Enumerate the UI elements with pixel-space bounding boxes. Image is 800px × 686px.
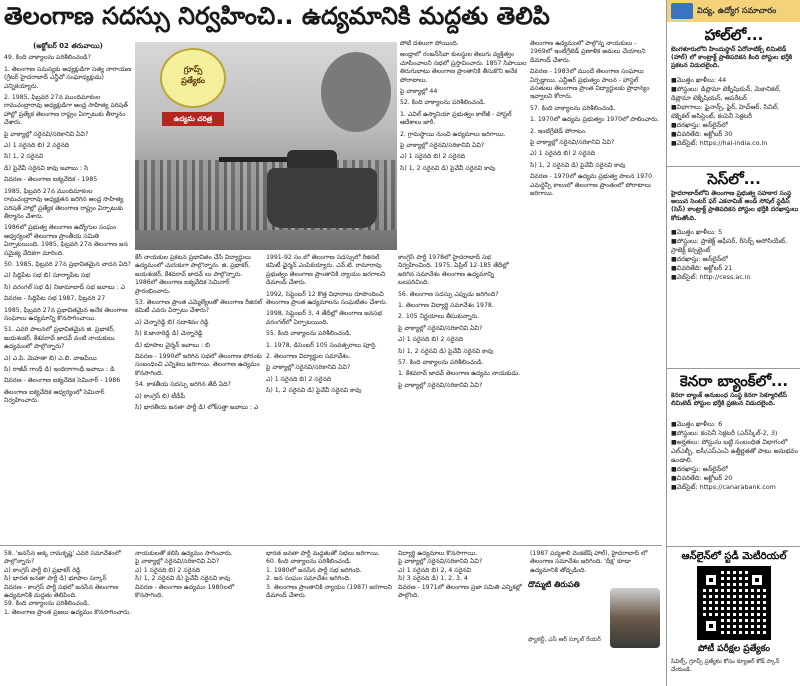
paragraph: విద్యార్థి ఉద్యమాలు కొనసాగాయి. [398, 550, 478, 557]
paragraph: 57. కింది వాక్యాలను పరిశీలించండి. [530, 104, 616, 112]
paragraph: 1. తెలంగాణ ప్రాంత ప్రజలు ఉద్యమం కొనసాగించారు. [4, 608, 132, 616]
list-item: ■ దరఖాస్తు: ఆన్‌లైన్‌లో [671, 121, 799, 130]
column-d [398, 254, 526, 544]
bottom-column-1 [4, 550, 132, 683]
paragraph: వివరణ - తెలంగాణ ఐక్యవేదిక - 1985 [4, 176, 98, 184]
headline: తెలంగాణ సదస్సు నిర్వహించి.. ఉద్యమానికి మద్దతు తెలిపి [4, 2, 550, 30]
badge-series-label: ఉద్యమ చరిత్ర [162, 112, 224, 126]
paragraph: ఎ) చెన్నారెడ్డి బి) సదాశివం రెడ్డి [135, 318, 209, 326]
badge-line1: గ్రూప్స్ [183, 65, 203, 74]
paragraph: 49. కింది వాక్యాలను పరిశీలించండి? [4, 54, 91, 62]
paragraph: 50. 1985, ఫిబ్రవరి 27న ప్రభావితమైన వాదన ఏది? [4, 260, 131, 268]
paragraph: 1. 1978, డిసెంబర్ 105 సంవత్సరాలు పూర్తి. [266, 341, 377, 349]
list-item: ■ విభాగాలు: ఫైనాన్స్, ఫైర్, హెచ్ఆర్, సివిల్, టెక్నికల్ అసిస్టెంట్, కంపెనీ సెక్రటరీ [671, 103, 799, 121]
paragraph: 2. తెలంగాణ విద్యార్థుల సమావేశం. [266, 353, 351, 361]
paragraph: 2. 105 నిర్ణయాలు తీసుకున్నారు. [398, 313, 480, 321]
paragraph: పై వాక్యాల్లో సరైనవి/సరికానివి ఏవి? [398, 324, 483, 332]
qr-footer: సివిల్స్, గ్రూప్స్ ప్రత్యేకం కోసం క్యూఆర్ కోడ్ స్కాన్ చేయండి. [671, 659, 780, 673]
paragraph: ఎ) 1 సరైనది బి) 2 సరైనది [400, 153, 466, 161]
paragraph: (అక్టోబర్ 02 తరువాయి) [33, 42, 103, 50]
paragraph: ఎ) 1 సరైనది బి) 2, 4 సరైనవి [398, 566, 472, 574]
paragraph: 1. తెలంగాణ సమస్యకు అధ్యక్షుడిగా సత్య నారాయణ (గ్రేటర్ హైదరాబాద్ ఎన్జీవో సంఘాధ్యక్షుడు) ఎన్నికయ్యారు. [4, 65, 132, 90]
paragraph: ఎ) 1 సరైనది బి) 2 సరైనది [530, 150, 596, 158]
paragraph: వివరణ - కాంగ్రెస్ పార్టీ సభలో జనసేన తెలంగాణ ఉద్యమానికి మద్దతు తెలిపింది. [4, 583, 119, 600]
qr-finder [748, 571, 766, 589]
paragraph: సి) 1, 2 సరైనవి డి) పైవేవీ సరైనవి కావు [398, 347, 494, 355]
paragraph: 56. తెలంగాణ సదస్సు ఎప్పుడు జరిగింది? [398, 290, 499, 298]
paragraph: కేర్ నాయకుల ప్రకటన ప్రభావితం చేసి విద్యార్థులు ఉద్యమంలో చురుకుగా పాల్గొన్నారు. జి. ప్రభాకర్, జయశంకర్, కేశవరావ్ జాదవ్ లు పాల్గొన్నారు. 1986లో తెలంగాణ ఐక్యవేదిక సెమినార్ ప్రారంభించారు. [135, 254, 251, 295]
paragraph: 55. కింది వాక్యాలను పరిశీలించండి. [266, 330, 352, 338]
tree-graphic [321, 52, 391, 132]
paragraph: వివరణ - 1970లో ఉద్యమ ప్రభుత్వ పాలన 1970 ఎమర్జెన్సీ కాలంలో తెలంగాణ ప్రాంతంలో పోరాటాలు జరిగాయి. [530, 173, 653, 198]
paragraph: 51. ఎవరి పాలనలో ప్రభావితమైన జి. ప్రభాకర్, జయశంకర్, కేశవరావ్ జాదవ్ వంటి నాయకులు ఉద్యమంలో పాల్గొన్నారు? [4, 326, 115, 351]
paragraph: సి) 3 సరైనది డి) 1, 2, 3, 4 [398, 575, 468, 583]
paragraph: ఎ) 1 సరైనది బి) 2 సరైనది [398, 336, 464, 344]
paragraph: వివరణ - 1990లో జరిగిన సభలో తెలంగాణ ఫోరంకు సంబంధించి ఎన్నికలు జరిగాయి. తెలంగాణ ఉద్యమం కొనసాగింది. [135, 353, 262, 377]
author-photo [610, 588, 660, 648]
sidebar-banner [667, 0, 800, 22]
list-item: ■ మొత్తం ఖాళీలు: 6 [671, 420, 799, 429]
paragraph: వివరణ - సిద్దిపేట సభ 1987, ఫిబ్రవరి 27 [4, 295, 106, 303]
paragraph: నాయకులతో కలిసి ఉద్యమం సాగించారు. [135, 550, 233, 557]
main-article [0, 38, 662, 543]
paragraph: 1991-92 సం.లో తెలంగాణ సదస్సులో రీజినల్ కమిటీ ఛైర్మన్ ఎంపికయ్యారు. ఎన్.టి. రామారావు ప్రభుత్వం తెలంగాణ ప్రాంతానికి న్యాయం జరగాలని డిమాండ్ చేశారు. [266, 254, 386, 287]
list-item[interactable]: ■ వెబ్‌సైట్: https://hal-india.co.in [671, 139, 799, 148]
paragraph: 1992, సెప్టెంబర్ 12 కొత్త విధానాలు రూపొందించి తెలంగాణ ప్రాంత ఉద్యమాలను సంఘటితం చేశారు. [266, 290, 388, 307]
paragraph: సి) 1, 2 సరైనవి డి) పైవేవీ సరైనవి కావు [400, 164, 496, 172]
paragraph: ఎ) 1 సరైనది బి) 2 సరైనది [4, 142, 70, 150]
paragraph: 53. తెలంగాణ ప్రాంత ఎమ్మెల్యేలతో తెలంగాణ రీజినల్ కమిటీ ఎవరు ఏర్పాటు చేశారు? [135, 299, 263, 315]
paragraph: సి) రాజీవ్ గాంధీ డి) ఇందిరాగాంధీ జవాబు : డి [4, 366, 115, 373]
paragraph: ఎ) 1 సరైనది బి) 2 సరైనది [135, 566, 201, 574]
list-item: ■ మొత్తం ఖాళీలు: 44 [671, 76, 799, 85]
paragraph: 2. జన సంఘం సమావేశం జరిగింది. [266, 575, 351, 583]
list-item: ■ పోస్టులు: ప్రాజెక్ట్ ఆఫీసర్, రీసెర్చ్ అసోసియేట్, ప్రాజెక్ట్ కన్సల్టెంట్ [671, 237, 799, 255]
groups-badge [160, 48, 226, 108]
list-item: ■ పోస్టులు: కంపెనీ సెక్రటరీ (ఎన్‌స్కేల్-2, 3) [671, 429, 799, 438]
qr-finder [702, 617, 720, 635]
list-item[interactable]: ■ వెబ్‌సైట్: https://canarabank.com [671, 483, 799, 492]
paragraph: పై వాక్యాల్లో సరైనవి/సరికానివి ఏవి? [400, 142, 485, 150]
separator [667, 368, 800, 369]
paragraph: సి) భారతీయ జనతా పార్టీ డి) లోక్‌సత్తా జవాబు : ఎ [135, 404, 259, 412]
column-e [530, 40, 660, 540]
paragraph: సి) కె.జానారెడ్డి డి) చెన్నారెడ్డి [135, 330, 203, 338]
qr-finder [702, 571, 720, 589]
list-item: ■ అర్హతలు: పోస్టును బట్టి సంబంధిత విభాగంలో ఎల్ఎల్బీ, ఐసీ/ఎస్ఎంఏ ఉత్తీర్ణతతో పాటు అనుభవం ఉండాలి. [671, 438, 799, 465]
cess-intro: హైదరాబాద్‌లోని తెలంగాణ ప్రభుత్వ సహకార సంస్థ అయిన సెంటర్ ఫర్ ఎకనామిక్ అండ్ సోషల్ స్టడీస్ (సెస్) కాంట్రాక్ట్ ప్రాతిపదికన పోస్టుల భర్తీకి దరఖాస్తులు కోరుతోంది. [671, 190, 799, 222]
tank-gun-graphic [219, 157, 289, 162]
paragraph: పై వాక్యాల్లో సరైనవి/సరికానివి ఏవి? [530, 139, 615, 147]
paragraph: పై వాక్యాల్లో సరైనవి/సరికానివి ఏవి? [4, 130, 89, 138]
qr-title: ఆన్‌లైన్‌లో స్టడీ మెటీరియల్ [681, 551, 787, 562]
qr-code[interactable] [697, 566, 771, 640]
paragraph: సి) 1, 2 సరైనవి డి) పైవేవీ సరైనవి కావు [266, 387, 362, 395]
paragraph: వివరణ - తెలంగాణ ఉద్యమం 1980లలో కొనసాగింది. [135, 583, 235, 600]
qr-caption: పోటీ పరీక్షల ప్రత్యేకం [698, 644, 770, 654]
author-name: దొమ్మటి తిరుపతి [528, 580, 580, 589]
paragraph: వివరణ - 1971లో తెలంగాణ ప్రజా సమితి ఎన్నికల్లో పాల్గొంది. [398, 583, 522, 600]
sidebar-banner-label: విద్య, ఉద్యోగ సమాచారం [697, 6, 777, 15]
list-item: ■ చివరితేది: అక్టోబర్ 30 [671, 130, 799, 139]
paragraph: 58. 'జనసేన అక్క రామకృష్ణ' ఎవరి సమావేశంలో పాల్గొన్నారు? [4, 550, 121, 566]
paragraph: 1985, ఫిబ్రవరి 27న ముందిమాకంల రామచంద్రారావు అధ్యక్షతన జరిగిన ఆంధ్ర సాహిత్య పరిషత్ హాల్లో ప్రత్యేక తెలంగాణ రాష్ట్రం ఏర్పాటుకు తీర్మానం చేశారు. [4, 187, 124, 220]
author-box [528, 580, 662, 684]
paragraph: 1. 1980లో జనసేన పార్టీ సభ జరిగింది. [266, 566, 362, 574]
hal-intro: బెంగళూరులోని హిందుస్థాన్ ఏరోనాటిక్స్ లిమిటెడ్ (హాల్) లో కాంట్రాక్ట్ ప్రాతిపదికన కింది పోస్టుల భర్తీకి ప్రకటన విడుదలైంది. [671, 46, 793, 70]
badge-line2: ప్రత్యేకం [181, 76, 205, 85]
paragraph: 3. తెలంగాణ ప్రాంతానికి న్యాయం (1987) జరగాలని డిమాండ్ చేశారు. [266, 583, 393, 600]
bottom-column-2 [135, 550, 263, 683]
list-item: ■ మొత్తం ఖాళీలు: 5 [671, 228, 799, 237]
paragraph: తెలంగాణ ఐక్యవేదిక ఆధ్వర్యంలో సెమినార్ నిర్వహించారు. [4, 388, 105, 405]
paragraph: సి) భారత జనతా పార్టీ డి) భూపాల సర్కార్ [4, 575, 107, 583]
paragraph: 1. కేశవరావ్ జాదవ్ తెలంగాణ ఉద్యమ నాయకుడు. [398, 370, 521, 378]
paragraph: తెలంగాణ ఉద్యమంలో పాల్గొన్న నాయకులు - 1969లో ఇంటిగ్రేటెడ్ ప్రణాళిక అమలు చేయాలని డిమాండ్ చేశారు. [530, 40, 646, 64]
paragraph: ఎ) కాంగ్రెస్ బి) టీడీపీ [135, 392, 186, 400]
paragraph: 59. కింది వాక్యాలను పరిశీలించండి. [4, 600, 90, 608]
list-item: ■ దరఖాస్తు: ఆన్‌లైన్‌లో [671, 465, 799, 474]
canara-intro: కెనరా బ్యాంక్ అనుబంధ సంస్థ కెనరా సెక్యూరిటీస్ లిమిటెడ్ పోస్టుల భర్తీకి ప్రకటన విడుదలైంది. [671, 392, 787, 408]
paragraph: వివరణ - తెలంగాణ ఐక్యవేదిక సెమినార్ - 1986 [4, 377, 121, 385]
separator [667, 166, 800, 167]
paragraph: కాంగ్రెస్ పార్టీ 1978లో హైదరాబాద్ సభ నిర్వహించింది. 1975, ఏప్రిల్ 12-185 తేదీల్లో జరిగిన సమావేశం తెలంగాణ ఉద్యమాన్ని బలపరిచింది. [398, 254, 509, 287]
paragraph: 52. కింది వాక్యాలను పరిశీలించండి. [400, 99, 486, 107]
cess-list [671, 228, 799, 282]
bottom-column-4 [398, 550, 526, 683]
paragraph: ఎ) కాంగ్రెస్ పార్టీ బి) ప్రభాకర్ రెడ్డి [4, 566, 81, 574]
book-icon [671, 3, 693, 19]
paragraph: పై వాక్యాల్లో 44 [400, 88, 438, 96]
list-item: ■ చివరితేది: అక్టోబర్ 21 [671, 264, 799, 273]
paragraph: సి) 1, 2 సరైనవి డి) పైవేవీ సరైనవి కావు [530, 161, 626, 169]
author-role: ఫ్యాకల్టీ, ఎస్ ఆర్ స్కూల్ రేయర్ [528, 636, 601, 643]
paragraph: 1. తెలంగాణ విద్యార్థి సమావేశం 1978. [398, 302, 494, 310]
paragraph: 1. 1970లో ఉద్యమ ప్రభుత్వం 1970లో పాలించారు. [530, 116, 660, 124]
paragraph: 1. ఎవిల్ ఉస్మానియా ప్రభుత్వం కాలేజీ - హాస్టల్ ఆదేశాలు జారీ. [400, 110, 512, 127]
paragraph: 2. ఇంటిగ్రేటెడ్ పోరాటం. [530, 127, 587, 135]
list-item: ■ దరఖాస్తు: ఆన్‌లైన్‌లో [671, 255, 799, 264]
paragraph: 2. 1985, ఫిబ్రవరి 27న ముందిమాకంల రామచంద్రారావు అధ్యక్షుడిగా ఆంధ్ర సాహిత్య పరిషత్ హాల్లో ప్రత్యేక తెలంగాణ రాష్ట్రం ఏర్పాటుకు తీర్మానం చేశారు. [4, 94, 128, 127]
paragraph: 60. కింది వాక్యాలను పరిశీలించండి. [266, 558, 352, 566]
column-a [4, 40, 132, 540]
paragraph: (1987 పద్మశాలి వెంకటేష్ హాల్), హైదరాబాద్ లో తెలంగాణ సమావేశం జరిగింది. 'దీక్ష' కూడా ఉద్యమానికి తోడ్పడింది. [530, 550, 648, 574]
bottom-column-3 [266, 550, 394, 683]
canara-title: కెనరా బ్యాంక్‌లో... [679, 372, 789, 390]
column-b [135, 254, 263, 544]
paragraph: పై వాక్యాల్లో సరైనవి/సరికానివి ఏవి? [398, 381, 483, 389]
hal-list [671, 76, 799, 148]
paragraph: 2. గ్రామస్థాయి నుంచి ఉద్యమాలు జరిగాయి. [400, 130, 506, 138]
paragraph: ఎ) ఎ.పి. మెహతా బి) ఎ.బి. వాజపేయి [4, 354, 97, 362]
paragraph: పోటీ దశలుగా పోయింది. [400, 40, 459, 47]
paragraph: డి) భూపాల చైర్మన్ జవాబు : బి [135, 341, 210, 349]
paragraph: 57. కింది వాక్యాలను పరిశీలించండి. [398, 359, 484, 367]
paragraph: సి) 1, 2 సరైనవి డి) పైవేవీ సరైనవి కావు [135, 575, 231, 583]
paragraph: భారత జనతా పార్టీ మద్దతుతో సభలు జరిగాయి. [266, 550, 380, 557]
paragraph: సి) 1, 2 సరైనవి [4, 153, 44, 161]
column-f [400, 40, 528, 252]
paragraph: పై వాక్యాల్లో సరైనవి/సరికానివి ఏవి? [266, 364, 351, 372]
paragraph: డి) పైవేవీ సరైనవి కావు జవాబు : సి [4, 164, 89, 172]
paragraph: 1985, ఫిబ్రవరి 27న ప్రభావితమైన అనేక తెలంగాణ సంఘాలు ఉద్యమాన్ని కొనసాగించాయి. [4, 306, 128, 322]
paragraph: ఎ) సిద్దిపేట సభ బి) సూర్యాపేట సభ [4, 272, 90, 280]
column-c [266, 254, 394, 544]
paragraph: 54. కాకతీయ సదస్సు జరిగిన తేదీ ఏది? [135, 381, 231, 389]
cess-title: సెస్‌లో... [707, 170, 761, 188]
paragraph: ఎ) 1 సరైనది బి) 2 సరైనది [266, 375, 332, 383]
canara-list [671, 420, 799, 492]
paragraph: పై వాక్యాల్లో సరైనవి/సరికానివి ఏవి? [135, 558, 220, 566]
tank-graphic [267, 168, 377, 228]
list-item: ■ పోస్టులు: డిప్లొమా టెక్నీషియన్, మెకానికల్, డిప్లొమా టెక్నీషియన్, ఆపరేటర్ [671, 85, 799, 103]
paragraph: 1998, సెప్టెంబర్ 3, 4 తేదీల్లో తెలంగాణ జనసభ వరంగల్‌లో ఏర్పాటయింది. [266, 310, 383, 326]
paragraph: వివరణ - 1983లో ముందే తెలంగాణ సంఘాలు ఏర్పడ్డాయి. ఎన్టీఆర్ ప్రభుత్వం పాలన - హాస్టల్ వసతులు తెలంగాణ ప్రాంత విద్యార్థులకు ప్రాధాన్యం ఇవ్వాలని కోరారు. [530, 68, 650, 101]
paragraph: పై వాక్యాల్లో సరైనవి/సరికానివి ఏవి? [398, 558, 483, 566]
separator [667, 546, 800, 547]
hal-title: హాల్‌లో... [704, 26, 764, 44]
list-item: ■ చివరితేది: అక్టోబర్ 20 [671, 474, 799, 483]
paragraph: 1986లో ప్రభుత్వ తెలంగాణ ఉద్యోగుల సంఘం ఆధ్వర్యంలో తెలంగాణ ప్రాంతీయ సమితి ఏర్పాటయింది. 1985, ఫిబ్రవరి 27న తెలంగాణ జన సమైక్య వేదికగా మారింది. [4, 224, 128, 257]
jobs-sidebar [666, 0, 800, 686]
paragraph: సి) వరంగల్ సభ డి) నిజామాబాద్ సభ జవాబు : ఎ [4, 283, 126, 291]
paragraph: అంధ్రాలో రంజన్‌సేవా కులస్థుల తెలుగు వ్యక్తిత్వం చూపించాలని సభలో ప్రస్తావించారు. 1857 సిపాయిల తిరుగుబాటు తెలంగాణ ప్రాంతానికి తీసుకొని అనేక పోరాటాలు. [400, 51, 527, 84]
list-item[interactable]: ■ వెబ్‌సైట్: http://cess.ac.in [671, 273, 799, 282]
